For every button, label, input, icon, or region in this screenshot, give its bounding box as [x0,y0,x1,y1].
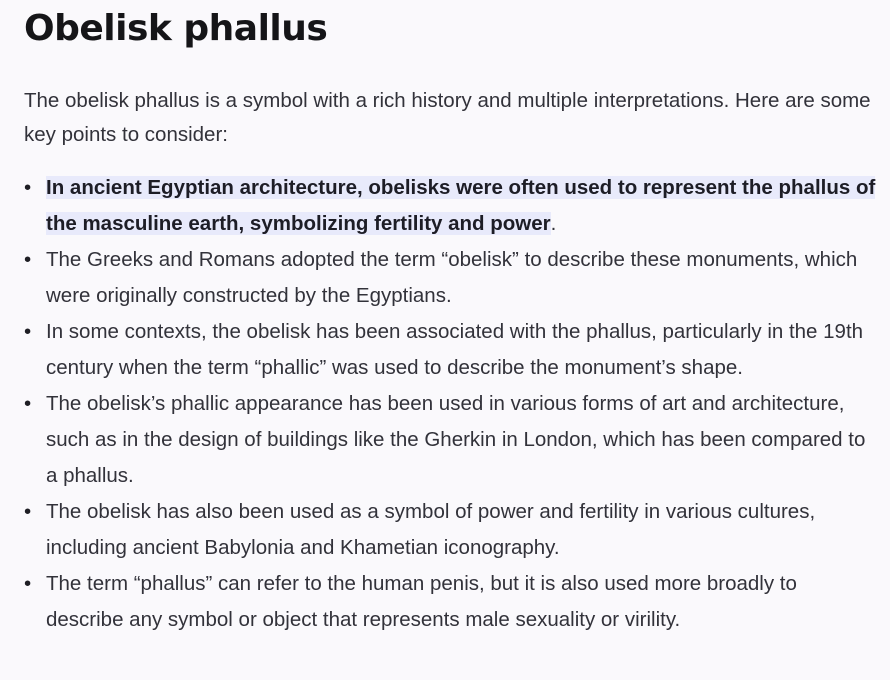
list-item [24,386,878,494]
bullet-icon: • [24,176,32,199]
list-item-text: The term “phallus” can refer to the human penis, but it is also used more broadly to describe any symbol or object that represents male sexuality or virility. [46,572,797,631]
bullet-icon: • [24,392,32,415]
list-item [24,314,878,386]
list-item-text-suffix: . [550,212,557,235]
bullet-icon: • [24,572,32,595]
key-points-list [24,170,878,638]
bullet-icon: • [24,500,32,523]
list-item-text: The Greeks and Romans adopted the term “obelisk” to describe these monuments, which were originally constructed by the Egyptians. [46,248,858,307]
bullet-icon: • [24,248,32,271]
list-item [24,242,878,314]
list-item [24,566,878,638]
page-title: Obelisk phallus [24,8,328,49]
highlighted-text[interactable]: In ancient Egyptian architecture, obelisks were often used to represent the phallus of the masculine earth, symbolizing fertility and power [46,176,876,235]
list-item [24,494,878,566]
bullet-icon: • [24,320,32,343]
intro-paragraph: The obelisk phallus is a symbol with a rich history and multiple interpretations. Here are some key points to consider: [24,89,871,146]
list-item-text: The obelisk has also been used as a symbol of power and fertility in various cultures, including ancient Babylonia and Khametian iconography. [46,500,816,559]
list-item-text: In some contexts, the obelisk has been associated with the phallus, particularly in the 19th century when the term “phallic” was used to describe the monument’s shape. [46,320,864,379]
list-item-text: The obelisk’s phallic appearance has been used in various forms of art and architecture, such as in the design of buildings like the Gherkin in London, which has been compared to a phallus. [46,392,866,487]
list-item [24,170,878,242]
